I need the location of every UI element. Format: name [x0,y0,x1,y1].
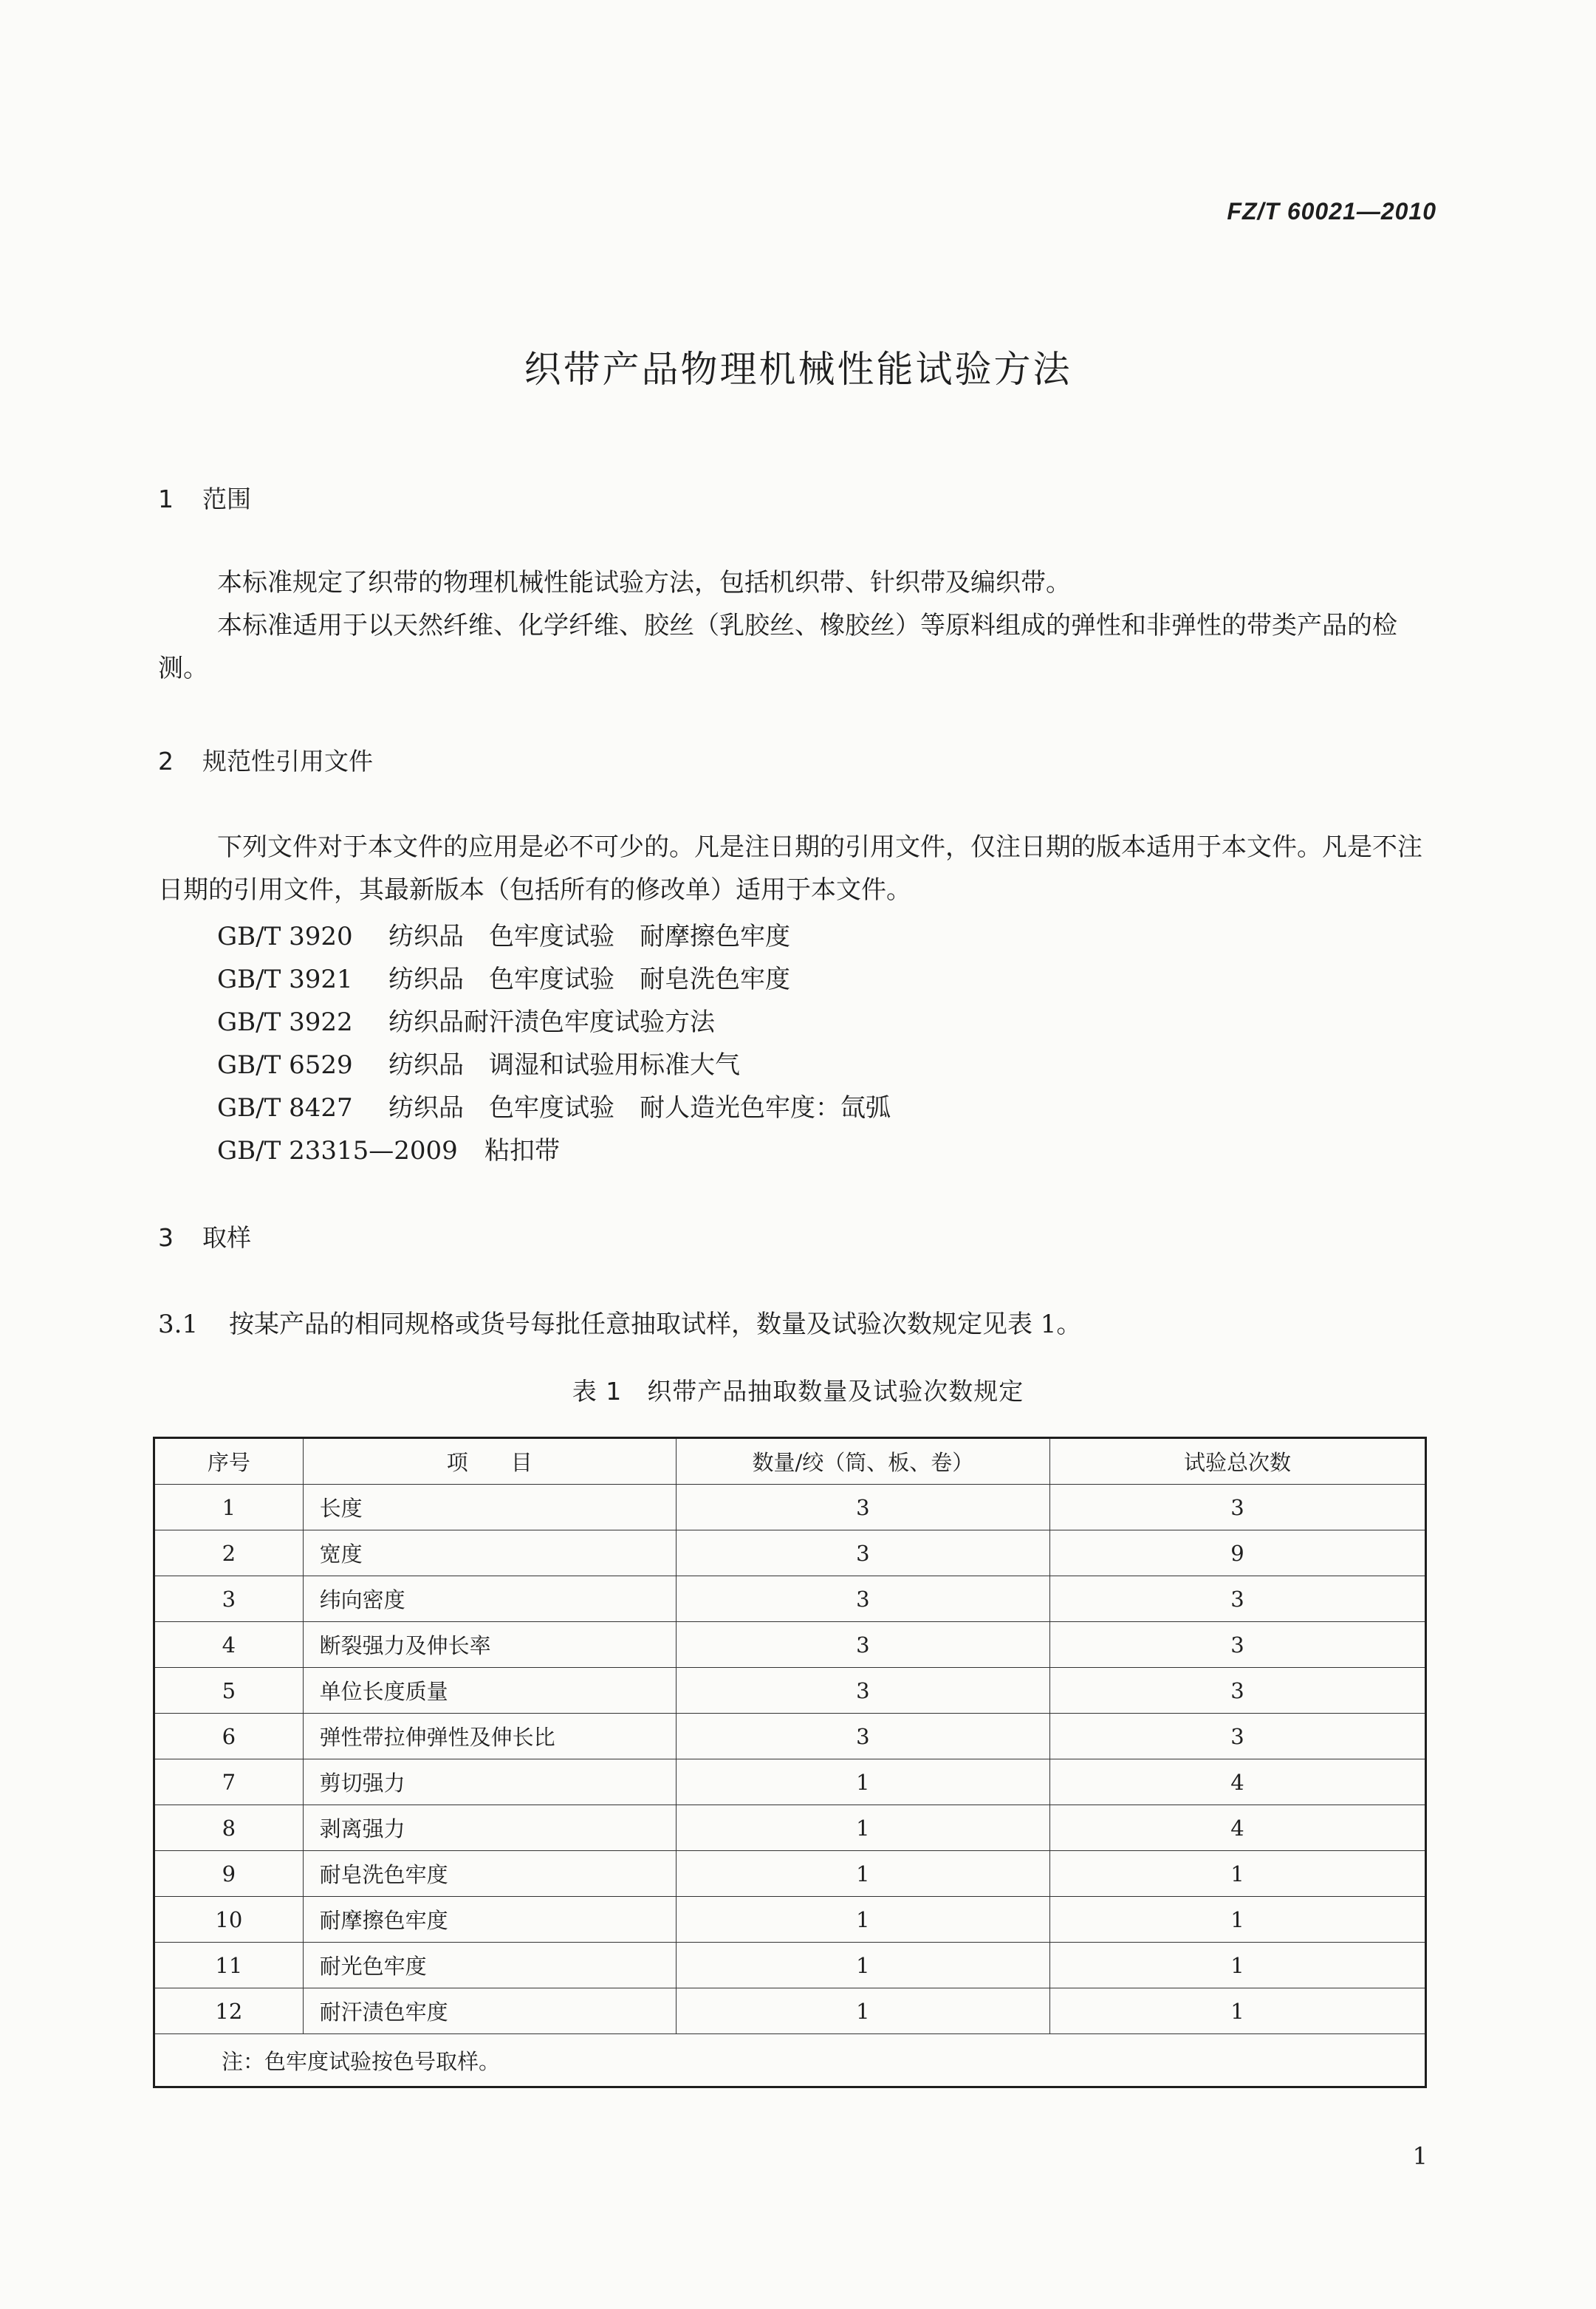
table-row [154,1714,1426,1759]
reference-title-part: 粘扣带 [484,1136,560,1166]
cell-test-count: 9 [1049,1530,1425,1576]
cell-quantity: 1 [676,1805,1049,1851]
cell-item: 纬向密度 [303,1576,676,1622]
reference-title-part: 纺织品 [388,922,464,951]
cell-quantity: 3 [676,1576,1049,1622]
cell-index: 10 [154,1897,304,1943]
cell-quantity: 1 [676,1759,1049,1805]
section-title: 取样 [202,1223,251,1252]
table-caption: 表 1 织带产品抽取数量及试验次数规定 [572,1377,1024,1406]
page-number: 1 [1412,2142,1428,2170]
cell-test-count: 1 [1049,1851,1425,1897]
section-title: 范围 [202,485,251,513]
table-row [154,1622,1426,1668]
reference-title-part: 耐摩擦色牢度 [640,922,790,951]
reference-title-part: 调湿和试验用标准大气 [489,1050,740,1080]
cell-index: 6 [154,1714,304,1759]
reference-item [217,1087,916,1123]
reference-code: GB/T 23315—2009 [217,1136,458,1166]
table-row [154,1943,1426,1988]
reference-title-part: 色牢度试验 [489,922,614,951]
table-row [154,1668,1426,1714]
table-note: 注：色牢度试验按色号取样。 [154,2034,1426,2087]
reference-title-part: 纺织品 [388,965,464,994]
section-number: 2 [158,747,174,776]
reference-title-part: 纺织品 [388,1050,464,1080]
reference-item [217,959,815,995]
cell-index: 9 [154,1851,304,1897]
cell-index: 1 [154,1485,304,1530]
section-3-heading [158,1219,251,1253]
cell-test-count: 4 [1049,1759,1425,1805]
table-row [154,1805,1426,1851]
cell-index: 7 [154,1759,304,1805]
cell-item: 宽度 [303,1530,676,1576]
cell-test-count: 1 [1049,1943,1425,1988]
cell-test-count: 3 [1049,1714,1425,1759]
column-header-index: 序号 [154,1438,304,1485]
cell-test-count: 1 [1049,1988,1425,2034]
table-row [154,1530,1426,1576]
reference-title-part: 耐皂洗色牢度 [640,965,790,994]
table-header-row [154,1438,1426,1485]
section-2-heading [158,742,373,777]
table-row [154,1759,1426,1805]
cell-quantity: 3 [676,1714,1049,1759]
cell-quantity: 3 [676,1668,1049,1714]
reference-title-part: 色牢度试验 [489,1093,614,1123]
clause-3-1 [158,1304,1081,1340]
cell-index: 5 [154,1668,304,1714]
cell-quantity: 3 [676,1485,1049,1530]
cell-quantity: 1 [676,1851,1049,1897]
section-number: 1 [158,485,174,513]
cell-test-count: 3 [1049,1668,1425,1714]
clause-number: 3.1 [158,1310,199,1339]
table-row [154,1897,1426,1943]
cell-item: 长度 [303,1485,676,1530]
cell-test-count: 4 [1049,1805,1425,1851]
reference-code: GB/T 3921 [217,965,353,994]
cell-item: 剪切强力 [303,1759,676,1805]
cell-index: 3 [154,1576,304,1622]
cell-index: 2 [154,1530,304,1576]
section-title: 规范性引用文件 [202,747,373,776]
reference-title-part: 纺织品耐汗渍色牢度试验方法 [388,1008,715,1037]
cell-test-count: 1 [1049,1897,1425,1943]
reference-code: GB/T 8427 [217,1093,353,1123]
cell-test-count: 3 [1049,1485,1425,1530]
sampling-table [153,1437,1427,2088]
table-row [154,1485,1426,1530]
cell-quantity: 1 [676,1988,1049,2034]
clause-text: 按某产品的相同规格或货号每批任意抽取试样，数量及试验次数规定见表 1。 [229,1310,1082,1339]
cell-quantity: 3 [676,1530,1049,1576]
document-title: 织带产品物理机械性能试验方法 [524,348,1072,391]
cell-test-count: 3 [1049,1622,1425,1668]
cell-item: 耐汗渍色牢度 [303,1988,676,2034]
cell-test-count: 3 [1049,1576,1425,1622]
reference-item [217,916,815,952]
section-2-intro: 下列文件对于本文件的应用是必不可少的。凡是注日期的引用文件，仅注日期的版本适用于本文件。凡是不注日期的引用文件，其最新版本（包括所有的修改单）适用于本文件。 [158,832,1422,905]
cell-quantity: 1 [676,1897,1049,1943]
cell-index: 12 [154,1988,304,2034]
cell-item: 断裂强力及伸长率 [303,1622,676,1668]
section-1-paragraph-1: 本标准规定了织带的物理机械性能试验方法，包括机织带、针织带及编织带。 [217,568,1071,598]
cell-item: 耐光色牢度 [303,1943,676,1988]
cell-index: 8 [154,1805,304,1851]
reference-item [217,1130,585,1166]
table-note-row [154,2034,1426,2087]
cell-item: 耐皂洗色牢度 [303,1851,676,1897]
column-header-test-count: 试验总次数 [1049,1438,1425,1485]
reference-code: GB/T 3920 [217,922,353,951]
reference-title-part: 耐人造光色牢度：氙弧 [640,1093,891,1123]
cell-quantity: 3 [676,1622,1049,1668]
reference-code: GB/T 3922 [217,1008,353,1037]
section-number: 3 [158,1223,174,1252]
cell-index: 4 [154,1622,304,1668]
reference-code: GB/T 6529 [217,1050,353,1080]
table-row [154,1851,1426,1897]
standard-number: FZ/T 60021—2010 [1227,198,1436,225]
reference-item [217,1002,740,1038]
cell-quantity: 1 [676,1943,1049,1988]
cell-item: 单位长度质量 [303,1668,676,1714]
section-1-heading [158,480,251,515]
cell-item: 弹性带拉伸弹性及伸长比 [303,1714,676,1759]
cell-item: 剥离强力 [303,1805,676,1851]
column-header-item: 项 目 [303,1438,676,1485]
table-row [154,1988,1426,2034]
section-1-paragraph-2: 本标准适用于以天然纤维、化学纤维、胶丝（乳胶丝、橡胶丝）等原料组成的弹性和非弹性的带类产品的检测。 [158,611,1397,683]
reference-title-part: 色牢度试验 [489,965,614,994]
cell-item: 耐摩擦色牢度 [303,1897,676,1943]
reference-item [217,1044,765,1081]
reference-title-part: 纺织品 [388,1093,464,1123]
table-row [154,1576,1426,1622]
cell-index: 11 [154,1943,304,1988]
column-header-quantity: 数量/绞（筒、板、卷） [676,1438,1049,1485]
